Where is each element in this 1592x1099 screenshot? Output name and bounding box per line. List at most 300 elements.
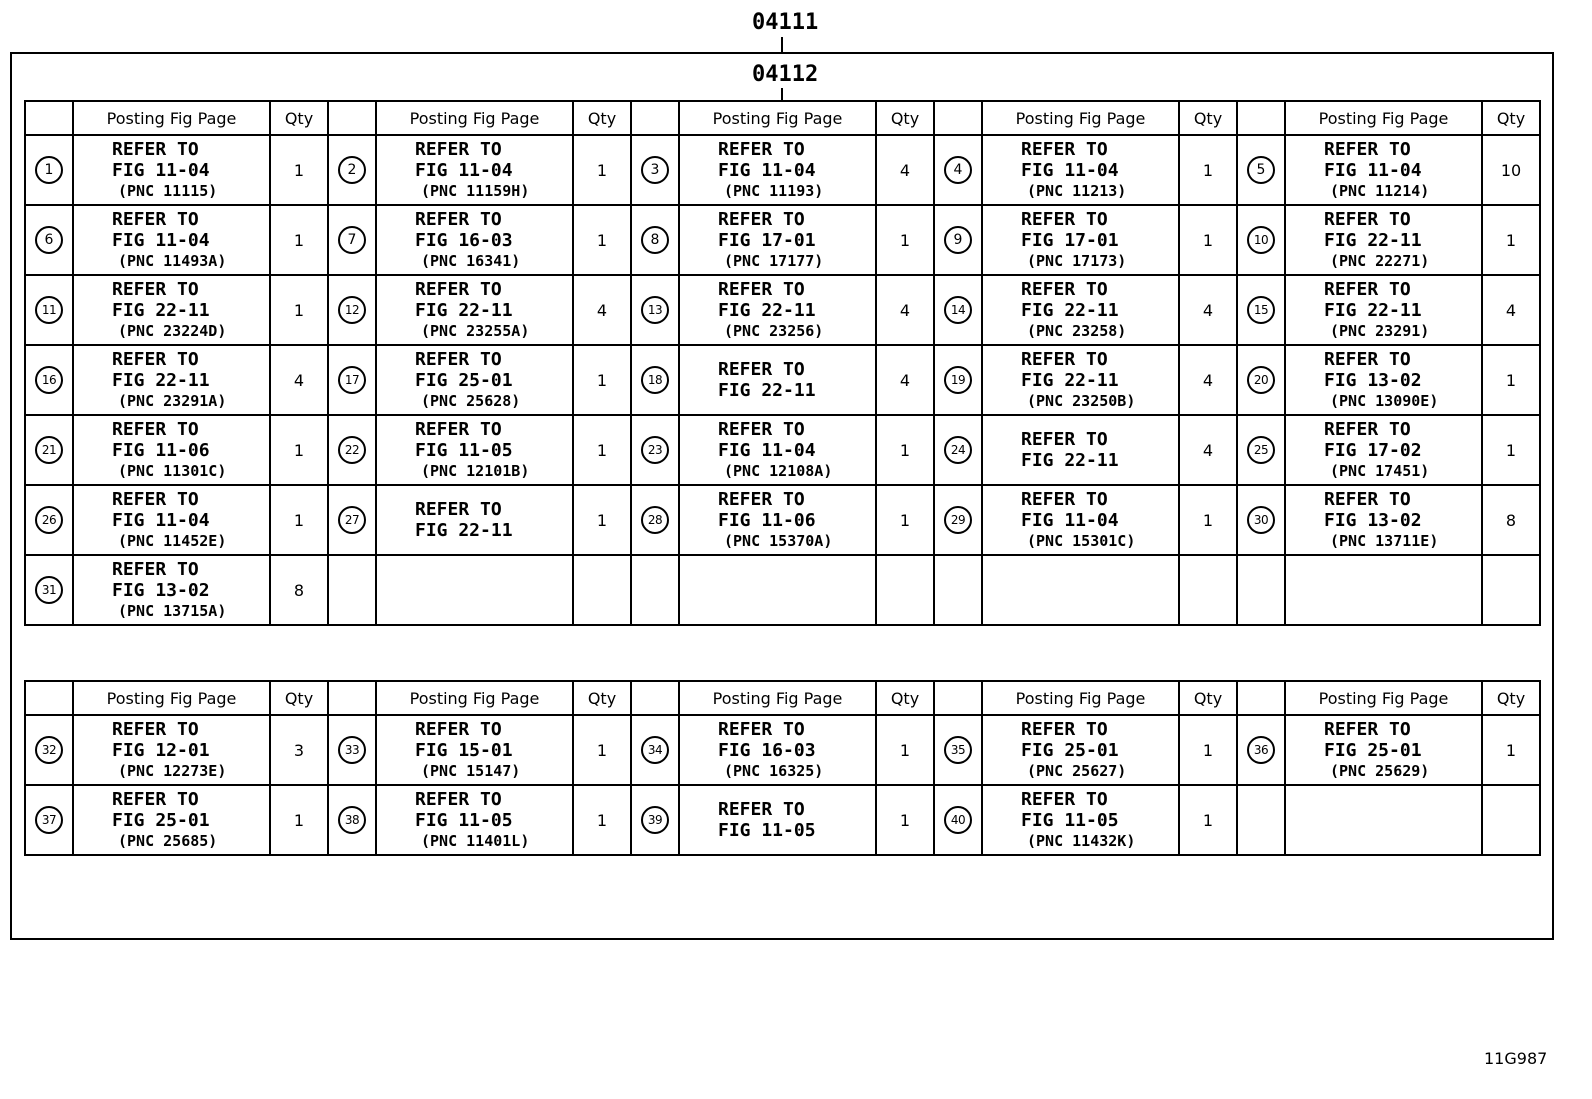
fig-ref-text: FIG 11-04 (1021, 510, 1119, 531)
reference-cell (1285, 715, 1482, 785)
qty-cell (573, 555, 631, 625)
item-number-callout: 26 (35, 506, 63, 534)
pnc-text: (PNC 11213) (1027, 182, 1127, 200)
header-qty: Qty (876, 681, 934, 715)
fig-ref-text: FIG 22-11 (1021, 370, 1119, 391)
reference-cell (982, 275, 1179, 345)
header-number-blank (25, 101, 73, 135)
item-number-callout: 2 (338, 156, 366, 184)
refer-to-text: REFER TO (1021, 139, 1108, 160)
refer-to-text: REFER TO (1324, 139, 1411, 160)
item-number-cell (631, 415, 679, 485)
item-number-callout: 27 (338, 506, 366, 534)
refer-to-text: REFER TO (1021, 719, 1108, 740)
refer-to-text: REFER TO (112, 209, 199, 230)
header-row (25, 101, 1540, 135)
item-number-cell (1237, 715, 1285, 785)
qty-cell: 1 (876, 785, 934, 855)
pnc-text: (PNC 15147) (421, 762, 521, 780)
refer-to-text: REFER TO (718, 139, 805, 160)
refer-to-text: REFER TO (112, 789, 199, 810)
item-number-callout: 33 (338, 736, 366, 764)
pnc-text: (PNC 11214) (1330, 182, 1430, 200)
item-number-callout: 31 (35, 576, 63, 604)
item-number-callout: 40 (944, 806, 972, 834)
qty-cell: 1 (1179, 715, 1237, 785)
fig-ref-text: FIG 22-11 (1324, 230, 1422, 251)
pnc-text: (PNC 16325) (724, 762, 824, 780)
qty-cell (1179, 555, 1237, 625)
header-qty: Qty (1179, 681, 1237, 715)
fig-ref-text: FIG 22-11 (112, 300, 210, 321)
qty-cell: 1 (573, 345, 631, 415)
reference-cell (1285, 135, 1482, 205)
reference-cell (982, 485, 1179, 555)
refer-to-text: REFER TO (112, 419, 199, 440)
pnc-text: (PNC 11115) (118, 182, 218, 200)
refer-to-text: REFER TO (415, 349, 502, 370)
item-number-cell (328, 205, 376, 275)
header-number-blank (25, 681, 73, 715)
qty-cell: 1 (1179, 205, 1237, 275)
refer-to-text: REFER TO (1021, 349, 1108, 370)
pnc-text: (PNC 12108A) (724, 462, 833, 480)
item-number-callout: 5 (1247, 156, 1275, 184)
refer-to-text: REFER TO (112, 719, 199, 740)
header-qty: Qty (1179, 101, 1237, 135)
header-number-blank (328, 101, 376, 135)
reference-cell (679, 555, 876, 625)
header-posting-fig-page: Posting Fig Page (73, 681, 270, 715)
fig-ref-text: FIG 11-06 (718, 510, 816, 531)
pnc-text: (PNC 23224D) (118, 322, 227, 340)
refer-to-text: REFER TO (415, 209, 502, 230)
refer-to-text: REFER TO (718, 799, 805, 820)
item-number-cell (934, 715, 982, 785)
fig-ref-text: FIG 11-04 (415, 160, 513, 181)
fig-ref-text: FIG 22-11 (1021, 450, 1119, 471)
item-number-cell (25, 555, 73, 625)
fig-ref-text: FIG 25-01 (1324, 740, 1422, 761)
item-number-cell (25, 275, 73, 345)
item-number-callout: 30 (1247, 506, 1275, 534)
item-number-cell (631, 205, 679, 275)
reference-cell (376, 275, 573, 345)
refer-to-text: REFER TO (1324, 349, 1411, 370)
item-number-callout: 13 (641, 296, 669, 324)
item-number-cell (934, 785, 982, 855)
reference-cell (376, 485, 573, 555)
header-qty: Qty (573, 101, 631, 135)
qty-cell: 1 (1179, 785, 1237, 855)
pnc-text: (PNC 17451) (1330, 462, 1430, 480)
refer-to-text: REFER TO (415, 789, 502, 810)
fig-ref-text: FIG 22-11 (415, 520, 513, 541)
refer-to-text: REFER TO (112, 349, 199, 370)
fig-ref-text: FIG 25-01 (415, 370, 513, 391)
pnc-text: (PNC 11159H) (421, 182, 530, 200)
refer-to-text: REFER TO (415, 419, 502, 440)
refer-to-text: REFER TO (415, 499, 502, 520)
refer-to-text: REFER TO (112, 139, 199, 160)
qty-cell: 4 (876, 275, 934, 345)
pnc-text: (PNC 23258) (1027, 322, 1127, 340)
item-number-cell (631, 715, 679, 785)
item-number-callout: 9 (944, 226, 972, 254)
fig-ref-text: FIG 22-11 (718, 300, 816, 321)
fig-ref-text: FIG 22-11 (1021, 300, 1119, 321)
refer-to-text: REFER TO (112, 559, 199, 580)
refer-to-text: REFER TO (415, 139, 502, 160)
pnc-text: (PNC 17177) (724, 252, 824, 270)
pnc-text: (PNC 11432K) (1027, 832, 1136, 850)
refer-to-text: REFER TO (415, 279, 502, 300)
table-row (25, 485, 1540, 555)
item-number-cell (1237, 415, 1285, 485)
item-number-cell (1237, 785, 1285, 855)
item-number-callout: 15 (1247, 296, 1275, 324)
reference-cell (73, 275, 270, 345)
qty-cell: 1 (876, 415, 934, 485)
reference-cell (982, 345, 1179, 415)
item-number-cell (328, 135, 376, 205)
fig-ref-text: FIG 25-01 (112, 810, 210, 831)
item-number-callout: 12 (338, 296, 366, 324)
fig-ref-text: FIG 11-04 (718, 160, 816, 181)
item-number-callout: 14 (944, 296, 972, 324)
item-number-cell (934, 345, 982, 415)
header-posting-fig-page: Posting Fig Page (982, 101, 1179, 135)
fig-ref-text: FIG 16-03 (718, 740, 816, 761)
fig-ref-text: FIG 17-02 (1324, 440, 1422, 461)
reference-cell (679, 135, 876, 205)
reference-cell (679, 345, 876, 415)
table-row (25, 275, 1540, 345)
item-number-callout: 3 (641, 156, 669, 184)
fig-ref-text: FIG 11-06 (112, 440, 210, 461)
pnc-text: (PNC 15370A) (724, 532, 833, 550)
fig-ref-text: FIG 22-11 (415, 300, 513, 321)
qty-cell: 1 (270, 205, 328, 275)
pnc-text: (PNC 25685) (118, 832, 218, 850)
item-number-callout: 37 (35, 806, 63, 834)
reference-cell (1285, 785, 1482, 855)
fig-ref-text: FIG 11-04 (1021, 160, 1119, 181)
fig-ref-text: FIG 25-01 (1021, 740, 1119, 761)
item-number-cell (328, 485, 376, 555)
qty-cell: 4 (1179, 275, 1237, 345)
reference-cell (1285, 485, 1482, 555)
qty-cell: 1 (1482, 205, 1540, 275)
qty-cell: 1 (573, 485, 631, 555)
item-number-callout: 29 (944, 506, 972, 534)
qty-cell: 1 (573, 135, 631, 205)
refer-to-text: REFER TO (1021, 429, 1108, 450)
header-number-blank (934, 681, 982, 715)
qty-cell: 1 (1179, 135, 1237, 205)
header-qty: Qty (876, 101, 934, 135)
refer-to-text: REFER TO (718, 359, 805, 380)
pnc-text: (PNC 12273E) (118, 762, 227, 780)
item-number-cell (328, 715, 376, 785)
qty-cell: 1 (573, 785, 631, 855)
header-row (25, 681, 1540, 715)
fig-ref-text: FIG 22-11 (718, 380, 816, 401)
pnc-text: (PNC 11493A) (118, 252, 227, 270)
pnc-text: (PNC 11193) (724, 182, 824, 200)
header-posting-fig-page: Posting Fig Page (1285, 681, 1482, 715)
table-row (25, 135, 1540, 205)
pnc-text: (PNC 23291) (1330, 322, 1430, 340)
table-row (25, 205, 1540, 275)
refer-to-text: REFER TO (718, 719, 805, 740)
item-number-cell (934, 485, 982, 555)
table-row (25, 415, 1540, 485)
qty-cell: 4 (1179, 345, 1237, 415)
refer-to-text: REFER TO (718, 279, 805, 300)
item-number-cell (934, 135, 982, 205)
qty-cell: 1 (573, 205, 631, 275)
refer-to-text: REFER TO (1324, 419, 1411, 440)
reference-cell (1285, 415, 1482, 485)
fig-ref-text: FIG 17-01 (1021, 230, 1119, 251)
item-number-cell (631, 785, 679, 855)
reference-cell (1285, 205, 1482, 275)
reference-cell (73, 715, 270, 785)
qty-cell: 1 (270, 135, 328, 205)
item-number-callout: 22 (338, 436, 366, 464)
item-number-cell (1237, 345, 1285, 415)
refer-to-text: REFER TO (718, 209, 805, 230)
qty-cell: 4 (1482, 275, 1540, 345)
fig-ref-text: FIG 11-04 (718, 440, 816, 461)
header-qty: Qty (270, 681, 328, 715)
reference-cell (1285, 275, 1482, 345)
qty-cell: 1 (1179, 485, 1237, 555)
qty-cell: 4 (1179, 415, 1237, 485)
item-number-callout: 17 (338, 366, 366, 394)
qty-cell: 1 (270, 415, 328, 485)
item-number-cell (25, 485, 73, 555)
fig-ref-text: FIG 11-05 (718, 820, 816, 841)
fig-ref-text: FIG 11-05 (415, 810, 513, 831)
refer-to-text: REFER TO (1324, 279, 1411, 300)
parts-table-lower (24, 680, 1541, 856)
item-number-cell (328, 345, 376, 415)
pnc-text: (PNC 23255A) (421, 322, 530, 340)
pnc-text: (PNC 17173) (1027, 252, 1127, 270)
reference-cell (73, 555, 270, 625)
header-number-blank (934, 101, 982, 135)
reference-cell (73, 345, 270, 415)
item-number-callout: 11 (35, 296, 63, 324)
table-row (25, 785, 1540, 855)
item-number-callout: 8 (641, 226, 669, 254)
pnc-text: (PNC 23250B) (1027, 392, 1136, 410)
fig-ref-text: FIG 17-01 (718, 230, 816, 251)
item-number-cell (934, 275, 982, 345)
qty-cell: 1 (573, 415, 631, 485)
item-number-cell (934, 555, 982, 625)
item-number-cell (1237, 135, 1285, 205)
qty-cell: 4 (876, 135, 934, 205)
reference-cell (73, 485, 270, 555)
item-number-callout: 1 (35, 156, 63, 184)
reference-cell (982, 205, 1179, 275)
item-number-cell (328, 555, 376, 625)
header-qty: Qty (270, 101, 328, 135)
fig-ref-text: FIG 11-04 (1324, 160, 1422, 181)
refer-to-text: REFER TO (718, 419, 805, 440)
item-number-callout: 35 (944, 736, 972, 764)
fig-ref-text: FIG 13-02 (1324, 370, 1422, 391)
item-number-cell (25, 415, 73, 485)
fig-ref-text: FIG 11-04 (112, 160, 210, 181)
reference-cell (1285, 345, 1482, 415)
pnc-text: (PNC 11401L) (421, 832, 530, 850)
reference-cell (376, 205, 573, 275)
refer-to-text: REFER TO (1021, 209, 1108, 230)
qty-cell: 1 (270, 785, 328, 855)
item-number-cell (25, 715, 73, 785)
reference-cell (982, 415, 1179, 485)
item-number-callout: 28 (641, 506, 669, 534)
fig-ref-text: FIG 11-04 (112, 510, 210, 531)
item-number-callout: 25 (1247, 436, 1275, 464)
fig-ref-text: FIG 15-01 (415, 740, 513, 761)
pnc-text: (PNC 11452E) (118, 532, 227, 550)
fig-ref-text: FIG 22-11 (112, 370, 210, 391)
item-number-callout: 19 (944, 366, 972, 394)
reference-cell (376, 715, 573, 785)
qty-cell: 8 (270, 555, 328, 625)
qty-cell: 1 (573, 715, 631, 785)
assembly-sub-label: 04112 (752, 62, 819, 87)
qty-cell: 1 (1482, 415, 1540, 485)
qty-cell: 4 (573, 275, 631, 345)
pnc-text: (PNC 13715A) (118, 602, 227, 620)
item-number-callout: 32 (35, 736, 63, 764)
refer-to-text: REFER TO (112, 279, 199, 300)
item-number-cell (25, 205, 73, 275)
item-number-callout: 38 (338, 806, 366, 834)
table-row (25, 555, 1540, 625)
qty-cell (1482, 785, 1540, 855)
qty-cell (876, 555, 934, 625)
fig-ref-text: FIG 13-02 (112, 580, 210, 601)
item-number-cell (328, 275, 376, 345)
reference-cell (73, 415, 270, 485)
pnc-text: (PNC 25627) (1027, 762, 1127, 780)
refer-to-text: REFER TO (1021, 279, 1108, 300)
item-number-cell (1237, 485, 1285, 555)
item-number-cell (631, 555, 679, 625)
item-number-cell (631, 275, 679, 345)
header-number-blank (631, 101, 679, 135)
fig-ref-text: FIG 13-02 (1324, 510, 1422, 531)
item-number-cell (1237, 205, 1285, 275)
item-number-callout: 4 (944, 156, 972, 184)
item-number-callout: 6 (35, 226, 63, 254)
fig-ref-text: FIG 11-05 (1021, 810, 1119, 831)
header-number-blank (328, 681, 376, 715)
item-number-cell (328, 415, 376, 485)
item-number-cell (631, 345, 679, 415)
parts-table-upper (24, 100, 1541, 626)
figure-code: 11G987 (1484, 1049, 1548, 1068)
fig-ref-text: FIG 16-03 (415, 230, 513, 251)
assembly-top-label: 04111 (752, 10, 819, 35)
header-qty: Qty (573, 681, 631, 715)
pnc-text: (PNC 15301C) (1027, 532, 1136, 550)
reference-cell (376, 785, 573, 855)
qty-cell: 10 (1482, 135, 1540, 205)
table-row (25, 715, 1540, 785)
header-posting-fig-page: Posting Fig Page (376, 101, 573, 135)
qty-cell: 4 (270, 345, 328, 415)
reference-cell (679, 715, 876, 785)
item-number-cell (25, 135, 73, 205)
header-posting-fig-page: Posting Fig Page (376, 681, 573, 715)
item-number-callout: 21 (35, 436, 63, 464)
qty-cell: 1 (1482, 715, 1540, 785)
item-number-callout: 24 (944, 436, 972, 464)
reference-cell (679, 485, 876, 555)
reference-cell (982, 135, 1179, 205)
qty-cell: 1 (1482, 345, 1540, 415)
reference-cell (679, 275, 876, 345)
pnc-text: (PNC 23256) (724, 322, 824, 340)
item-number-callout: 20 (1247, 366, 1275, 394)
pnc-text: (PNC 23291A) (118, 392, 227, 410)
pnc-text: (PNC 13090E) (1330, 392, 1439, 410)
qty-cell: 1 (876, 205, 934, 275)
item-number-cell (631, 485, 679, 555)
reference-cell (73, 205, 270, 275)
item-number-cell (1237, 275, 1285, 345)
refer-to-text: REFER TO (1021, 789, 1108, 810)
refer-to-text: REFER TO (1324, 209, 1411, 230)
header-number-blank (631, 681, 679, 715)
reference-cell (376, 135, 573, 205)
reference-cell (679, 415, 876, 485)
item-number-callout: 34 (641, 736, 669, 764)
item-number-cell (934, 205, 982, 275)
item-number-cell (25, 345, 73, 415)
reference-cell (982, 555, 1179, 625)
reference-cell (376, 345, 573, 415)
item-number-callout: 23 (641, 436, 669, 464)
item-number-cell (25, 785, 73, 855)
refer-to-text: REFER TO (1324, 719, 1411, 740)
assembly-top-leader (781, 37, 783, 53)
pnc-text: (PNC 22271) (1330, 252, 1430, 270)
reference-cell (679, 205, 876, 275)
fig-ref-text: FIG 22-11 (1324, 300, 1422, 321)
header-posting-fig-page: Posting Fig Page (73, 101, 270, 135)
refer-to-text: REFER TO (112, 489, 199, 510)
reference-cell (73, 785, 270, 855)
qty-cell: 1 (876, 485, 934, 555)
fig-ref-text: FIG 11-04 (112, 230, 210, 251)
reference-cell (376, 415, 573, 485)
item-number-callout: 16 (35, 366, 63, 394)
header-qty: Qty (1482, 681, 1540, 715)
item-number-callout: 36 (1247, 736, 1275, 764)
qty-cell: 1 (270, 485, 328, 555)
item-number-callout: 7 (338, 226, 366, 254)
pnc-text: (PNC 13711E) (1330, 532, 1439, 550)
